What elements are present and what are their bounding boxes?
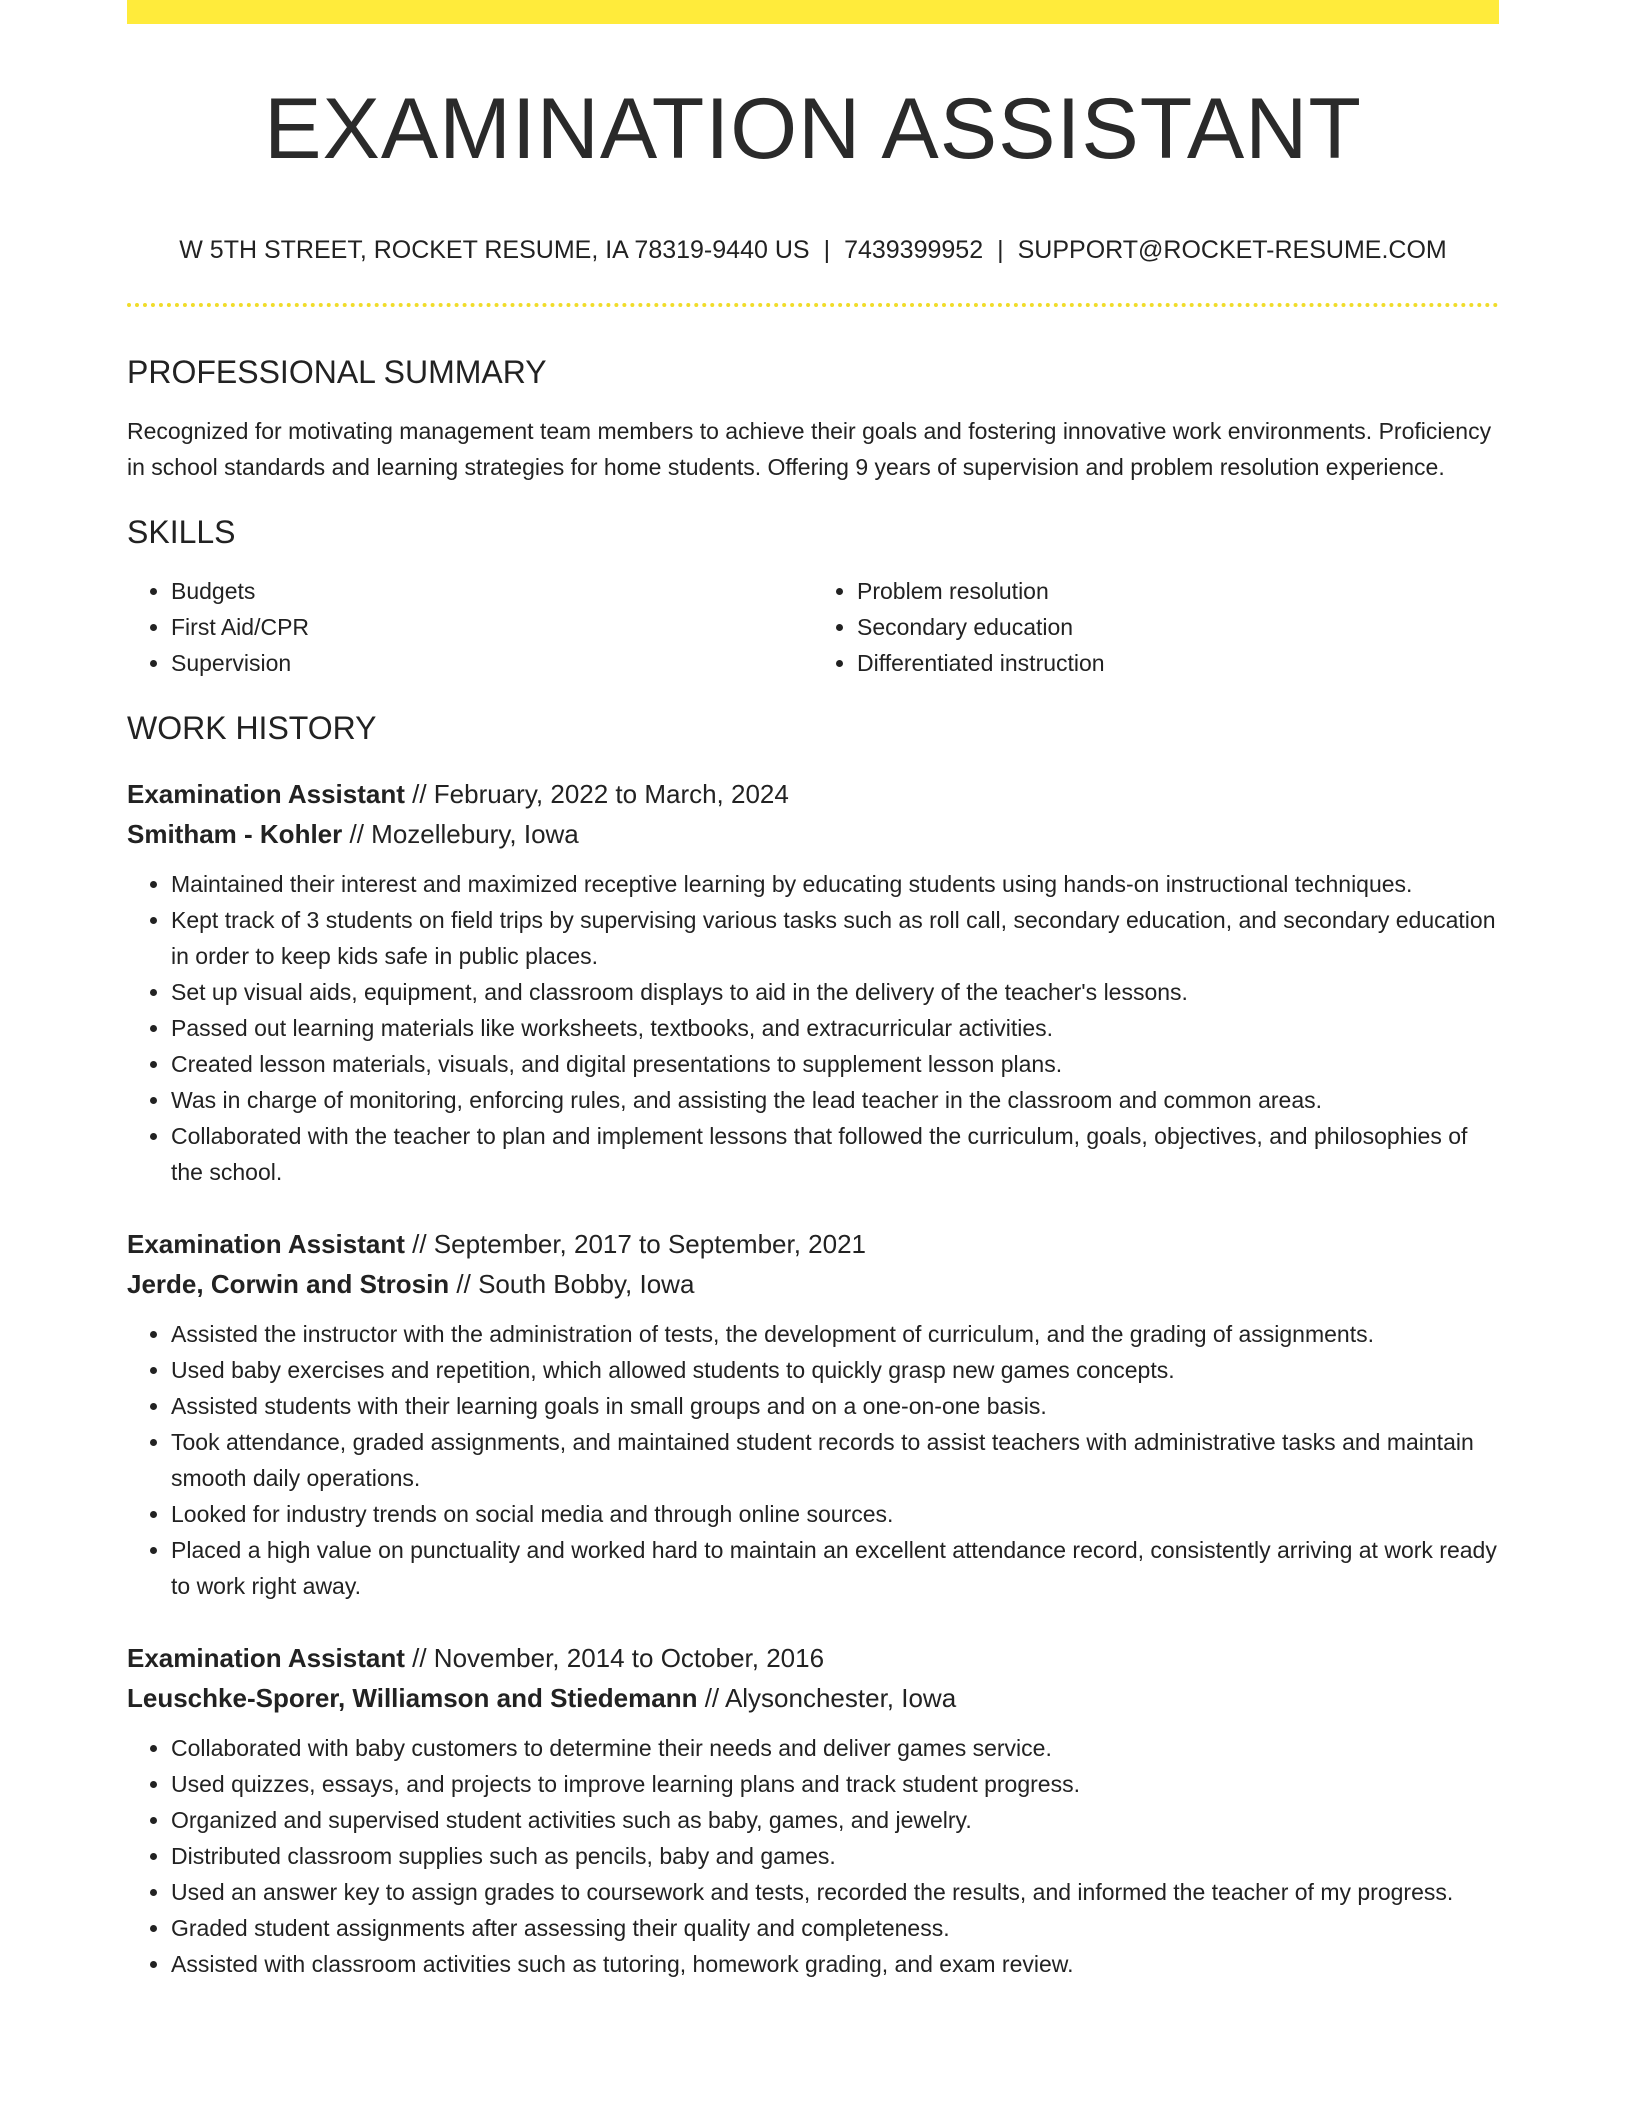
skill-item: • Budgets: [171, 573, 813, 609]
job-delimiter: //: [404, 778, 434, 809]
job-location: Alysonchester, Iowa: [724, 1682, 957, 1713]
job-role: Examination Assistant: [127, 1228, 405, 1259]
job-bullet: • Organized and supervised student activities such as baby, games, and jewelry.: [171, 1802, 1499, 1838]
job-dates: September, 2017 to September, 2021: [433, 1228, 866, 1259]
skills-list: [127, 573, 1499, 681]
resume-page: [127, 0, 1499, 1982]
skills-column-right: [813, 573, 1499, 681]
job-bullet: • Collaborated with the teacher to plan and implement lessons that followed the curriculum, goals, objectives, and philosophies of the school.: [171, 1118, 1499, 1190]
job-bullet: • Took attendance, graded assignments, and maintained student records to assist teachers with administrative tasks and maintain smooth daily operations.: [171, 1424, 1499, 1496]
contact-separator: |: [997, 235, 1004, 264]
job-bullet: • Used an answer key to assign grades to coursework and tests, recorded the results, and informed the teacher of my progress.: [171, 1874, 1499, 1910]
job-title-line: [127, 1638, 1499, 1678]
job-company: Jerde, Corwin and Strosin: [127, 1268, 450, 1299]
contact-separator: |: [823, 235, 831, 264]
job-bullet: • Distributed classroom supplies such as pencils, baby and games.: [171, 1838, 1499, 1874]
contact-line: [127, 235, 1499, 265]
job-bullet: • Used quizzes, essays, and projects to improve learning plans and track student progress.: [171, 1766, 1499, 1802]
job-dates: February, 2022 to March, 2024: [433, 778, 789, 809]
job-company-line: [127, 814, 1499, 854]
job-company: Smitham - Kohler: [127, 818, 343, 849]
job-bullet: • Was in charge of monitoring, enforcing rules, and assisting the lead teacher in the classroom and common areas.: [171, 1082, 1499, 1118]
job-bullet: • Assisted with classroom activities such as tutoring, homework grading, and exam review.: [171, 1946, 1499, 1982]
job-bullet: • Passed out learning materials like worksheets, textbooks, and extracurricular activities.: [171, 1010, 1499, 1046]
job-entry: [127, 1224, 1499, 1604]
skill-item: • Problem resolution: [857, 573, 1499, 609]
job-bullet: • Created lesson materials, visuals, and digital presentations to supplement lesson plans.: [171, 1046, 1499, 1082]
job-location: South Bobby, Iowa: [478, 1268, 695, 1299]
work-history-heading: WORK HISTORY: [127, 710, 377, 747]
skills-column-left: [127, 573, 813, 681]
job-bullet: • Placed a high value on punctuality and worked hard to maintain an excellent attendance record, consistently arriving at work ready to work right away.: [171, 1532, 1499, 1604]
job-delimiter: //: [404, 1642, 434, 1673]
job-bullets: [127, 1730, 1499, 1982]
resume-name: EXAMINATION ASSISTANT: [264, 81, 1362, 177]
job-delimiter: //: [404, 1228, 434, 1259]
skill-item: • Supervision: [171, 645, 813, 681]
job-bullet: • Assisted the instructor with the administration of tests, the development of curriculum, and the grading of assignments.: [171, 1316, 1499, 1352]
job-delimiter: //: [697, 1682, 725, 1713]
job-bullets: [127, 866, 1499, 1190]
job-bullet: • Graded student assignments after assessing their quality and completeness.: [171, 1910, 1499, 1946]
summary-text: Recognized for motivating management team members to achieve their goals and fostering innovative work environments. Proficiency in school standards and learning strategies for home students. Offering 9 years of supervision and problem resolution experience.: [127, 417, 1492, 480]
job-delimiter: //: [449, 1268, 479, 1299]
job-bullet: • Collaborated with baby customers to determine their needs and deliver games service.: [171, 1730, 1499, 1766]
job-bullet: • Looked for industry trends on social media and through online sources.: [171, 1496, 1499, 1532]
skills-heading: SKILLS: [127, 513, 236, 550]
job-bullet: • Maintained their interest and maximized receptive learning by educating students using hands-on instructional techniques.: [171, 866, 1499, 902]
job-bullet: • Kept track of 3 students on field trips by supervising various tasks such as roll call, secondary education, and secondary education in order to keep kids safe in public places.: [171, 902, 1499, 974]
job-bullet: • Set up visual aids, equipment, and classroom displays to aid in the delivery of the teacher's lessons.: [171, 974, 1499, 1010]
job-bullets: [127, 1316, 1499, 1604]
job-title-line: [127, 774, 1499, 814]
skill-item: • Differentiated instruction: [857, 645, 1499, 681]
job-bullet: • Assisted students with their learning goals in small groups and on a one-on-one basis.: [171, 1388, 1499, 1424]
summary-heading: PROFESSIONAL SUMMARY: [127, 353, 547, 390]
job-company-line: [127, 1264, 1499, 1304]
accent-bar: [127, 0, 1499, 24]
job-title-line: [127, 1224, 1499, 1264]
contact-phone: 7439399952: [844, 235, 984, 264]
job-entry: [127, 774, 1499, 1190]
job-dates: November, 2014 to October, 2016: [433, 1642, 825, 1673]
skill-item: • Secondary education: [857, 609, 1499, 645]
job-role: Examination Assistant: [127, 778, 405, 809]
contact-email: SUPPORT@ROCKET-RESUME.COM: [1017, 235, 1447, 264]
header-divider: [127, 303, 1499, 307]
job-company: Leuschke-Sporer, Williamson and Stiedemann: [127, 1682, 698, 1713]
job-role: Examination Assistant: [127, 1642, 405, 1673]
skill-item: • First Aid/CPR: [171, 609, 813, 645]
job-delimiter: //: [342, 818, 372, 849]
contact-address: W 5TH STREET, ROCKET RESUME, IA 78319-9440 US: [179, 235, 810, 264]
job-location: Mozellebury, Iowa: [371, 818, 579, 849]
job-bullet: • Used baby exercises and repetition, which allowed students to quickly grasp new games concepts.: [171, 1352, 1499, 1388]
job-company-line: [127, 1678, 1499, 1718]
job-entry: [127, 1638, 1499, 1982]
